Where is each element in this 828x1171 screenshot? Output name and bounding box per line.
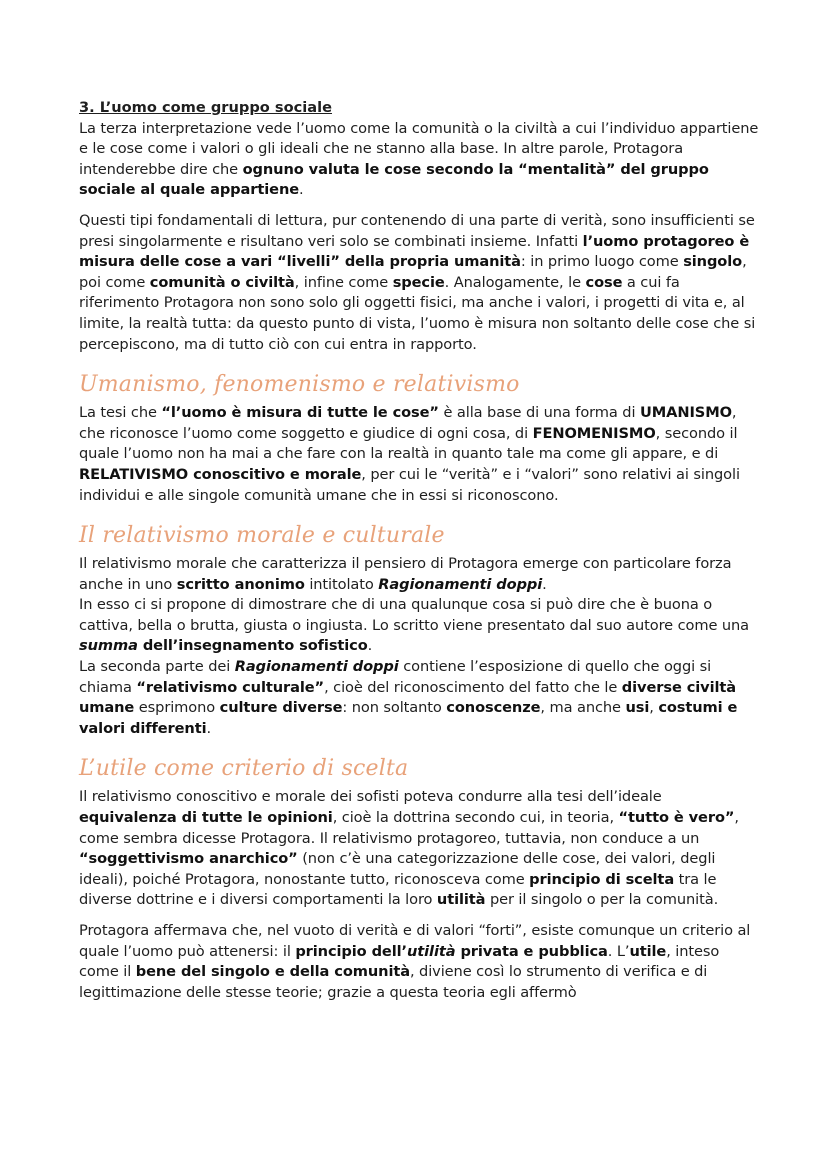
text-run: .: [299, 181, 304, 199]
text-run: . L’: [607, 942, 630, 960]
text-run: Questi tipi fondamentali di lettura, pur contenendo di una parte di verità, sono insufficienti se presi singolarmente e risultano veri solo se combinati insieme. Infatti: [79, 211, 755, 250]
text-run: Ragionamenti doppi: [378, 575, 543, 593]
text-run: .: [367, 637, 373, 655]
text-run: ognuno valuta le cose secondo la “mentalità” del gruppo sociale al quale appartiene: [79, 160, 709, 199]
text-run: .: [542, 575, 547, 593]
paragraph: [79, 403, 759, 506]
text-run: ,: [649, 699, 659, 717]
text-run: , diviene così lo strumento di verifica e di legittimazione delle stesse teorie; grazie a questa teoria egli affermò: [79, 963, 708, 1001]
text-run: [407, 943, 456, 960]
section-heading: L’utile come criterio di scelta: [79, 756, 409, 782]
text-run: costumi e valori differenti: [79, 699, 738, 737]
text-run: tra le diverse dottrine e i diversi comportamenti la loro: [79, 870, 717, 909]
text-run: contiene l’esposizione di quello che oggi si chiama: [79, 658, 712, 696]
text-run: . Analogamente, le: [444, 273, 586, 291]
text-run: , poi come: [79, 253, 747, 291]
text-run: [378, 576, 542, 593]
text-run: “relativismo culturale”: [136, 678, 325, 696]
text-run: , cioè la dottrina secondo cui, in teoria,: [332, 809, 619, 827]
text-run: RELATIVISMO conoscitivo e morale: [79, 465, 362, 483]
text-run: La tesi che: [79, 404, 162, 422]
section-heading: Umanismo, fenomenismo e relativismo: [79, 372, 520, 398]
text-run: conoscenze: [446, 699, 541, 717]
text-run: In esso ci si propone di dimostrare che di una qualunque cosa si può dire che è buona o cattiva, bella o brutta, giusta o ingiusta. Lo scritto viene presentato dal suo autore come una: [79, 596, 750, 634]
text-run: , che riconosce l’uomo come soggetto e giudice di ogni cosa, di: [79, 404, 737, 442]
text-run: [235, 658, 399, 675]
text-run: “l’uomo è misura di tutte le cose”: [161, 404, 439, 422]
text-run: principio di scelta: [529, 870, 675, 888]
text-run: utilità: [406, 942, 456, 960]
text-run: Protagora affermava che, nel vuoto di verità e di valori “forti”, esiste comunque un criterio al quale l’uomo può attenersi: il: [79, 922, 751, 960]
text-run: cose: [585, 273, 623, 291]
text-run: comunità o civiltà: [149, 273, 295, 291]
text-run: , per cui le “verità” e i “valori” sono relativi ai singoli individui e alle singole comunità umane che in essi si riconoscono.: [79, 465, 740, 504]
text-run: per il singolo o per la comunità.: [485, 891, 719, 909]
text-run: principio dell’: [295, 942, 407, 960]
text-run: a cui fa riferimento Protagora non sono solo gli oggetti fisici, ma anche i valori, i progetti di vita e, al limite, la realtà tutta: da questo punto di vista, l’uomo è misura non soltanto delle cose che si percepiscono, ma di tutto ciò con cui entra in rapporto.: [79, 273, 756, 353]
paragraph: [79, 787, 759, 911]
text-run: usi: [625, 699, 650, 717]
text-run: .: [206, 719, 212, 737]
text-run: , infine come: [294, 273, 393, 291]
text-run: singolo: [683, 253, 743, 271]
text-run: [79, 637, 138, 654]
text-run: dell’insegnamento sofistico: [137, 637, 368, 655]
text-run: : non soltanto: [342, 699, 447, 717]
text-run: scritto anonimo: [176, 575, 305, 593]
text-run: è alla base di una forma di: [438, 404, 640, 422]
section-heading: Il relativismo morale e culturale: [79, 523, 445, 549]
text-run: , ma anche: [540, 699, 626, 717]
text-run: , secondo il quale l’uomo non ha mai a che fare con la realtà in quanto tale ma come gli appare, e di: [79, 424, 738, 463]
text-run: La terza interpretazione vede l’uomo come la comunità o la civiltà a cui l’individuo appartiene e le cose come i valori o gli ideali che ne stanno alla base. In altre parole, Protagora intenderebbe dire che: [79, 119, 759, 178]
text-run: FENOMENISMO: [532, 424, 656, 442]
text-run: : in primo luogo come: [520, 253, 684, 271]
paragraph: [79, 211, 759, 355]
section-title: 3. L’uomo come gruppo sociale: [79, 99, 333, 116]
text-run: “soggettivismo anarchico”: [79, 850, 298, 868]
document-page: [79, 98, 759, 1013]
text-run: equivalenza di tutte le opinioni: [79, 809, 333, 827]
text-run: culture diverse: [219, 699, 343, 717]
text-run: La seconda parte dei: [79, 658, 235, 676]
text-run: Ragionamenti doppi: [234, 658, 399, 676]
text-run: diverse civiltà umane: [79, 678, 737, 717]
text-run: UMANISMO: [639, 404, 732, 422]
text-run: “tutto è vero”: [618, 809, 735, 827]
text-run: utilità: [436, 891, 486, 909]
paragraph: [79, 119, 759, 201]
text-run: , come sembra dicesse Protagora. Il relativismo protagoreo, tuttavia, non conduce a un: [79, 809, 739, 847]
paragraph: [79, 921, 759, 1003]
text-run: (non c’è una categorizzazione delle cose, dei valori, degli ideali), poiché Protagora, nonostante tutto, riconosceva come: [79, 850, 716, 888]
text-run: privata e pubblica: [455, 942, 608, 960]
text-run: Il relativismo conoscitivo e morale dei sofisti poteva condurre alla tesi dell’ideale: [79, 788, 662, 806]
text-run: , inteso come il: [79, 942, 720, 981]
text-run: specie: [392, 273, 445, 291]
text-run: l’uomo protagoreo è misura delle cose a vari “livelli” della propria umanità: [79, 232, 750, 271]
text-run: , cioè del riconoscimento del fatto che le: [324, 678, 622, 696]
text-run: summa: [79, 637, 138, 655]
text-run: esprimono: [134, 699, 220, 717]
text-run: Il relativismo morale che caratterizza il pensiero di Protagora emerge con particolare forza anche in uno: [79, 555, 732, 593]
paragraph: [79, 554, 759, 739]
text-run: utile: [629, 942, 667, 960]
text-run: intitolato: [304, 575, 379, 593]
text-run: bene del singolo e della comunità: [135, 963, 410, 981]
